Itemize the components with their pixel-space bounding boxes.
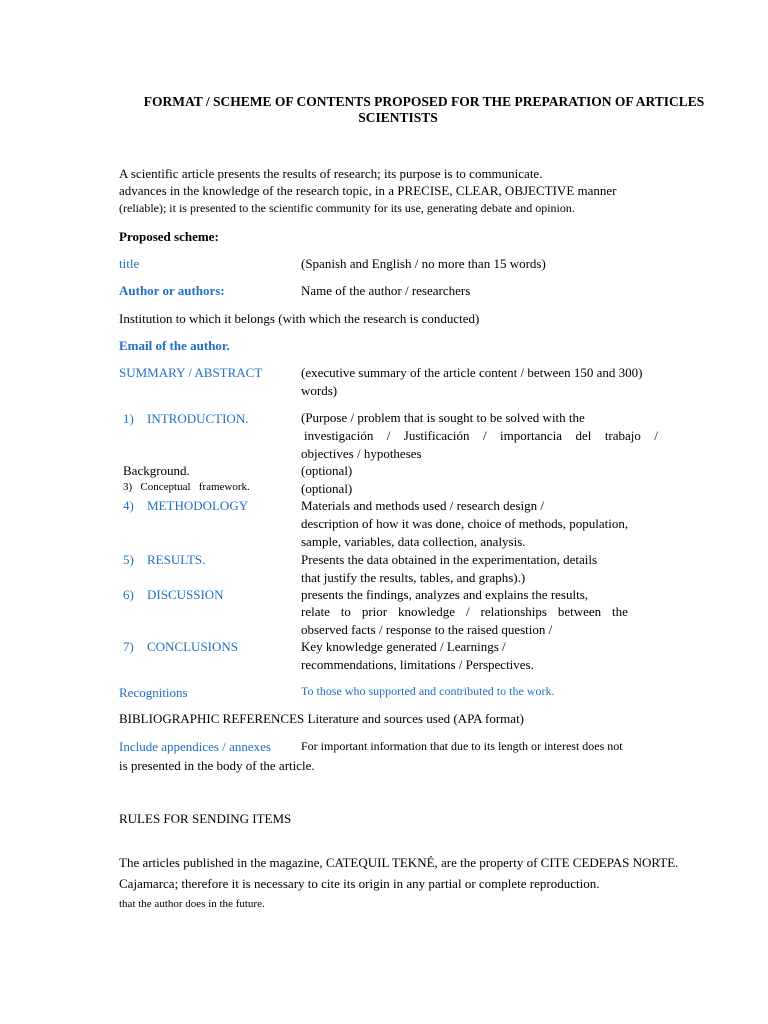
results-description-2: that justify the results, tables, and graphs).) bbox=[301, 570, 526, 585]
discussion-description-2 bbox=[301, 603, 628, 621]
methodology-description-3: sample, variables, data collection, analysis. bbox=[301, 534, 526, 549]
rules-line-3: that the author does in the future. bbox=[119, 898, 265, 910]
word: to bbox=[340, 604, 351, 619]
introduction-description-2 bbox=[304, 427, 658, 445]
appendices-label: Include appendices / annexes bbox=[119, 739, 271, 754]
word: del bbox=[575, 428, 592, 443]
introduction-number: 1) bbox=[123, 411, 134, 426]
bibliographic-references: BIBLIOGRAPHIC REFERENCES Literature and sources used (APA format) bbox=[119, 711, 525, 726]
email-label: Email of the author. bbox=[119, 338, 230, 353]
word: investigación bbox=[304, 428, 374, 443]
background-description: (optional) bbox=[301, 463, 353, 478]
word: trabajo bbox=[604, 428, 641, 443]
methodology-description-2: description of how it was done, choice of methods, population, bbox=[301, 516, 629, 531]
intro-line-2: advances in the knowledge of the research topic, in a PRECISE, CLEAR, OBJECTIVE manner bbox=[119, 183, 617, 198]
author-label: Author or authors: bbox=[119, 283, 225, 298]
rules-heading: RULES FOR SENDING ITEMS bbox=[119, 811, 292, 826]
conclusions-number: 7) bbox=[123, 639, 134, 654]
conclusions-description-1: Key knowledge generated / Learnings / bbox=[301, 639, 506, 654]
discussion-number: 6) bbox=[123, 587, 134, 602]
appendices-description: For important information that due to its length or interest does not bbox=[301, 739, 623, 753]
conceptual-framework-label: 3) Conceptual framework. bbox=[123, 481, 250, 493]
introduction-label: INTRODUCTION. bbox=[147, 411, 249, 426]
conclusions-description-2: recommendations, limitations / Perspectives. bbox=[301, 657, 534, 672]
conceptual-framework-description: (optional) bbox=[301, 481, 353, 496]
word: / bbox=[482, 428, 487, 443]
results-number: 5) bbox=[123, 552, 134, 567]
word: the bbox=[612, 604, 628, 619]
recognitions-description: To those who supported and contributed to the work. bbox=[301, 684, 555, 698]
document-title-line1: FORMAT / SCHEME OF CONTENTS PROPOSED FOR THE PREPARATION OF ARTICLES bbox=[143, 94, 705, 109]
background-label: Background. bbox=[123, 463, 190, 478]
proposed-scheme-heading: Proposed scheme: bbox=[119, 229, 219, 244]
word: prior bbox=[361, 604, 388, 619]
methodology-description-1: Materials and methods used / research design / bbox=[301, 498, 544, 513]
results-description-1: Presents the data obtained in the experimentation, details bbox=[301, 552, 598, 567]
document-title-line2: SCIENTISTS bbox=[358, 110, 438, 125]
title-description: (Spanish and English / no more than 15 words) bbox=[301, 256, 546, 271]
methodology-label: METHODOLOGY bbox=[147, 498, 249, 513]
word: / bbox=[465, 604, 470, 619]
discussion-description-1: presents the findings, analyzes and explains the results, bbox=[301, 587, 589, 602]
summary-label: SUMMARY / ABSTRACT bbox=[119, 365, 263, 380]
introduction-description-1: (Purpose / problem that is sought to be solved with the bbox=[301, 410, 585, 425]
word: / bbox=[386, 428, 391, 443]
intro-line-3: (reliable); it is presented to the scientific community for its use, generating debate and opinion. bbox=[119, 201, 575, 215]
word: between bbox=[557, 604, 602, 619]
discussion-description-3: observed facts / response to the raised question / bbox=[301, 622, 553, 637]
title-label: title bbox=[119, 256, 140, 271]
results-label: RESULTS. bbox=[147, 552, 206, 567]
appendices-description-2: is presented in the body of the article. bbox=[119, 758, 315, 773]
conclusions-label: CONCLUSIONS bbox=[147, 639, 239, 654]
word: relationships bbox=[480, 604, 547, 619]
rules-line-2: Cajamarca; therefore it is necessary to cite its origin in any partial or complete reproduction. bbox=[119, 876, 600, 891]
word: importancia bbox=[499, 428, 563, 443]
recognitions-label: Recognitions bbox=[119, 685, 188, 700]
author-description: Name of the author / researchers bbox=[301, 283, 471, 298]
introduction-description-3: objectives / hypotheses bbox=[301, 446, 422, 461]
institution-line: Institution to which it belongs (with which the research is conducted) bbox=[119, 311, 480, 326]
word: relate bbox=[301, 604, 330, 619]
intro-line-1: A scientific article presents the results of research; its purpose is to communicate. bbox=[119, 166, 543, 181]
summary-description-2: words) bbox=[301, 383, 338, 398]
summary-description-1: (executive summary of the article content / between 150 and 300) bbox=[301, 365, 643, 380]
methodology-number: 4) bbox=[123, 498, 134, 513]
discussion-label: DISCUSSION bbox=[147, 587, 224, 602]
word: Justificación bbox=[403, 428, 470, 443]
word: knowledge bbox=[398, 604, 456, 619]
word: / bbox=[654, 428, 658, 443]
rules-line-1: The articles published in the magazine, CATEQUIL TEKNÉ, are the property of CITE CEDEPAS NORTE. bbox=[119, 855, 679, 870]
